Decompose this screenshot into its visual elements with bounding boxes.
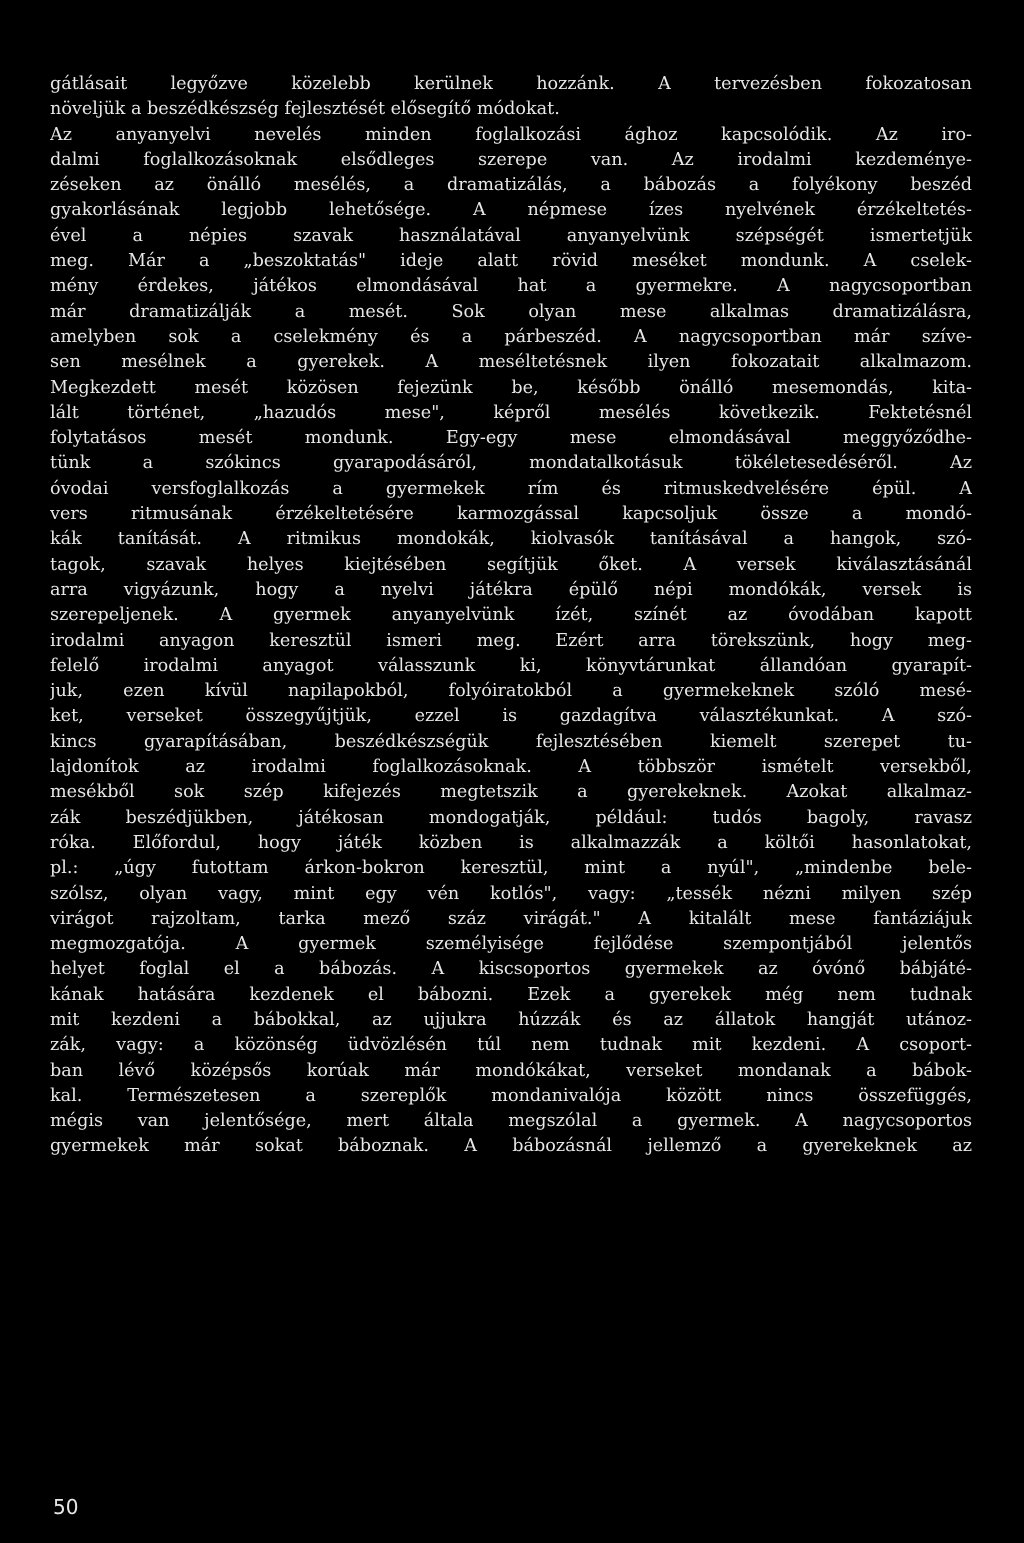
text-line-19: kák tanítását. A ritmikus mondokák, kiolvasók tanításával a hangok, szó-: [50, 529, 972, 550]
text-line-1: gátlásait legyőzve közelebb kerülnek hozzánk. A tervezésben fokozatosan: [50, 74, 972, 94]
text-line-13: Megkezdett mesét közösen fejezünk be, később önálló mesemondás, kita-: [50, 377, 972, 398]
body-text: [50, 72, 972, 1160]
text-line-6: gyakorlásának legjobb lehetősége. A népmese ízes nyelvének érzékeltetés-: [50, 200, 972, 221]
text-line-30: zák beszédjükben, játékosan mondogatják, például: tudós bagoly, ravasz: [50, 807, 972, 828]
text-line-21: arra vigyázunk, hogy a nyelvi játékra épülő népi mondókák, versek is: [50, 579, 972, 600]
text-line-40: ban lévő középsős korúak már mondókákat, verseket mondanak a bábok-: [50, 1060, 972, 1081]
text-line-35: megmozgatója. A gyermek személyisége fejlődése szempontjából jelentős: [50, 934, 972, 955]
text-line-14: lált történet, „hazudós mese", képről mesélés következik. Fektetésnél: [50, 402, 972, 423]
text-line-23: irodalmi anyagon keresztül ismeri meg. Ezért arra törekszünk, hogy meg-: [50, 630, 972, 651]
text-line-8: meg. Már a „beszoktatás" ideje alatt rövid meséket mondunk. A cselek-: [50, 251, 972, 272]
text-line-42: mégis van jelentősége, mert általa megszólal a gyermek. A nagycsoportos: [50, 1111, 972, 1132]
text-line-11: amelyben sok a cselekmény és a párbeszéd. A nagycsoportban már szíve-: [50, 326, 972, 347]
page-number: 50: [53, 1495, 79, 1519]
text-line-2: növeljük a beszédkészség fejlesztését elősegítő módokat.: [50, 99, 560, 120]
text-line-26: ket, verseket összegyűjtjük, ezzel is gazdagítva választékunkat. A szó-: [50, 706, 972, 727]
text-line-3: Az anyanyelvi nevelés minden foglalkozási ághoz kapcsolódik. Az iro-: [50, 124, 972, 145]
text-line-16: tünk a szókincs gyarapodásáról, mondatalkotásuk tökéletesedéséről. Az: [50, 453, 972, 474]
text-line-15: folytatásos mesét mondunk. Egy-egy mese elmondásával meggyőződhe-: [50, 428, 972, 449]
text-line-43: gyermekek már sokat báboznak. A bábozásnál jellemző a gyerekeknek az: [50, 1136, 972, 1157]
text-line-41: kal. Természetesen a szereplők mondanivalója között nincs összefüggés,: [50, 1085, 972, 1106]
text-line-32: pl.: „úgy futottam árkon-bokron keresztül, mint a nyúl", „mindenbe bele-: [50, 858, 972, 879]
text-line-24: felelő irodalmi anyagot válasszunk ki, könyvtárunkat állandóan gyarapít-: [50, 655, 972, 676]
text-line-18: vers ritmusának érzékeltetésére karmozgással kapcsoljuk össze a mondó-: [50, 504, 972, 525]
text-line-37: kának hatására kezdenek el bábozni. Ezek a gyerekek még nem tudnak: [50, 984, 972, 1005]
text-line-27: kincs gyarapításában, beszédkészségük fejlesztésében kiemelt szerepet tu-: [50, 731, 972, 752]
text-line-12: sen mesélnek a gyerekek. A meséltetésnek ilyen fokozatait alkalmazom.: [50, 352, 972, 373]
text-line-10: már dramatizálják a mesét. Sok olyan mese alkalmas dramatizálásra,: [50, 301, 972, 322]
text-line-28: lajdonítok az irodalmi foglalkozásoknak. A többször ismételt versekből,: [50, 757, 972, 778]
text-line-5: zéseken az önálló mesélés, a dramatizálás, a bábozás a folyékony beszéd: [50, 175, 972, 196]
text-line-9: mény érdekes, játékos elmondásával hat a gyermekre. A nagycsoportban: [50, 276, 972, 297]
text-line-29: mesékből sok szép kifejezés megtetszik a gyerekeknek. Azokat alkalmaz-: [50, 782, 972, 803]
text-line-31: róka. Előfordul, hogy játék közben is alkalmazzák a költői hasonlatokat,: [50, 832, 972, 853]
text-line-17: óvodai versfoglalkozás a gyermekek rím és ritmuskedvelésére épül. A: [50, 478, 972, 499]
text-line-25: juk, ezen kívül napilapokból, folyóiratokból a gyermekeknek szóló mesé-: [50, 681, 972, 702]
text-line-36: helyet foglal el a bábozás. A kiscsoportos gyermekek az óvónő bábjáté-: [50, 959, 972, 980]
text-line-34: virágot rajzoltam, tarka mező száz virágát." A kitalált mese fantáziájuk: [50, 908, 972, 929]
text-line-7: ével a népies szavak használatával anyanyelvünk szépségét ismertetjük: [50, 225, 972, 246]
text-line-4: dalmi foglalkozásoknak elsődleges szerepe van. Az irodalmi kezdeménye-: [50, 149, 972, 170]
text-line-22: szerepeljenek. A gyermek anyanyelvünk ízét, színét az óvodában kapott: [50, 605, 972, 626]
text-line-20: tagok, szavak helyes kiejtésében segítjük őket. A versek kiválasztásánál: [50, 554, 972, 575]
text-line-33: szólsz, olyan vagy, mint egy vén kotlós", vagy: „tessék nézni milyen szép: [50, 883, 972, 904]
text-line-39: zák, vagy: a közönség üdvözlésén túl nem tudnak mit kezdeni. A csoport-: [50, 1035, 972, 1056]
text-line-38: mit kezdeni a bábokkal, az ujjukra húzzák és az állatok hangját utánoz-: [50, 1009, 972, 1030]
